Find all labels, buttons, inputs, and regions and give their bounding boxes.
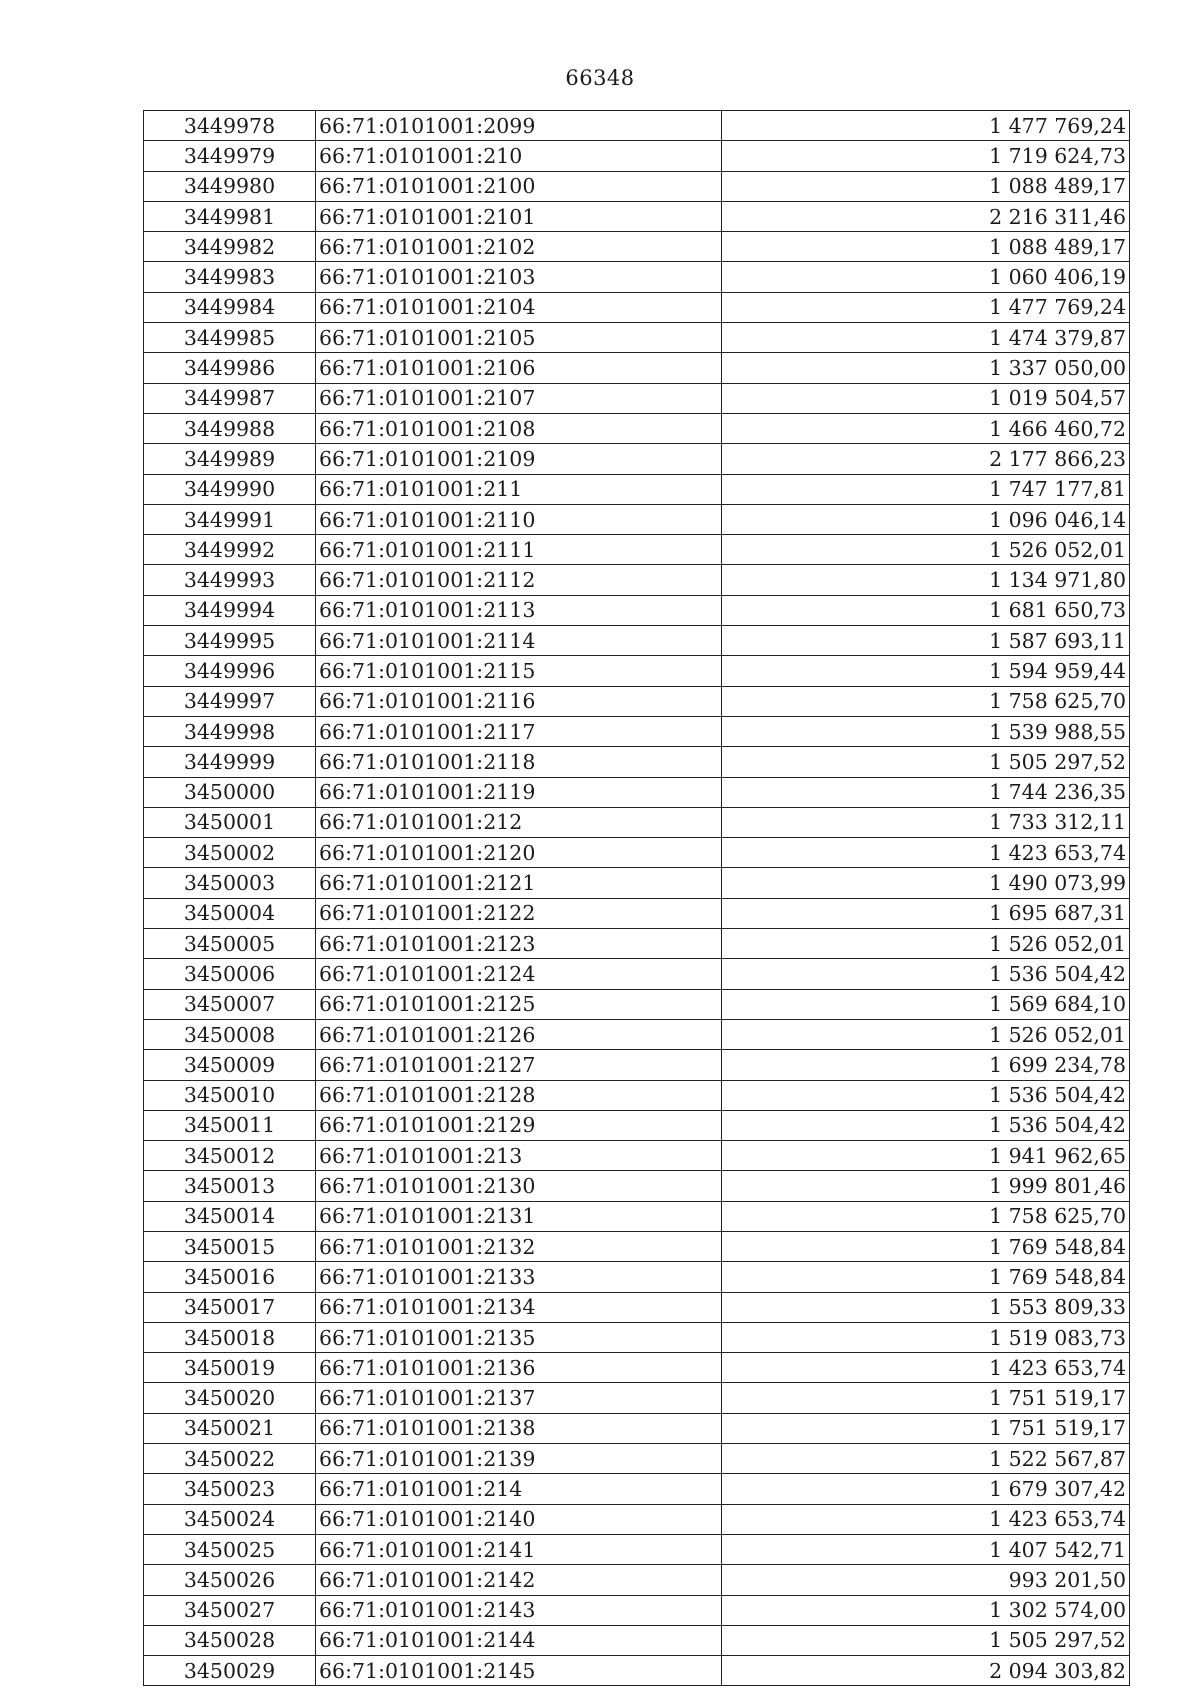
table-row — [144, 1019, 1130, 1049]
table-row — [144, 111, 1130, 141]
cadastral-value-cell: 1 536 504,42 — [722, 1080, 1130, 1110]
cadastral-number-cell: 66:71:0101001:2123 — [316, 929, 722, 959]
cadastral-number-cell: 66:71:0101001:2136 — [316, 1353, 722, 1383]
cadastral-number-cell: 66:71:0101001:2104 — [316, 292, 722, 322]
cadastral-value-cell: 1 423 653,74 — [722, 838, 1130, 868]
cadastral-number-cell: 66:71:0101001:2110 — [316, 504, 722, 534]
cadastral-number-cell: 66:71:0101001:2127 — [316, 1050, 722, 1080]
row-id-cell: 3449993 — [144, 565, 316, 595]
cadastral-number-cell: 66:71:0101001:2125 — [316, 989, 722, 1019]
table-row — [144, 565, 1130, 595]
cadastral-number-cell: 66:71:0101001:2130 — [316, 1171, 722, 1201]
cadastral-number-cell: 66:71:0101001:214 — [316, 1474, 722, 1504]
row-id-cell: 3450012 — [144, 1141, 316, 1171]
cadastral-number-cell: 66:71:0101001:2111 — [316, 535, 722, 565]
table-row — [144, 444, 1130, 474]
row-id-cell: 3450006 — [144, 959, 316, 989]
table-row — [144, 1656, 1130, 1686]
cadastral-value-cell: 2 094 303,82 — [722, 1656, 1130, 1686]
cadastral-value-cell: 1 477 769,24 — [722, 111, 1130, 141]
row-id-cell: 3449996 — [144, 656, 316, 686]
cadastral-value-cell: 1 474 379,87 — [722, 323, 1130, 353]
row-id-cell: 3449990 — [144, 474, 316, 504]
cadastral-number-cell: 66:71:0101001:2140 — [316, 1504, 722, 1534]
cadastral-number-cell: 66:71:0101001:2103 — [316, 262, 722, 292]
cadastral-value-cell: 1 060 406,19 — [722, 262, 1130, 292]
table-row — [144, 1474, 1130, 1504]
table-row — [144, 1110, 1130, 1140]
table-row — [144, 1171, 1130, 1201]
cadastral-value-cell: 2 177 866,23 — [722, 444, 1130, 474]
table-row — [144, 1050, 1130, 1080]
cadastral-value-cell: 1 088 489,17 — [722, 171, 1130, 201]
cadastral-number-cell: 66:71:0101001:2106 — [316, 353, 722, 383]
row-id-cell: 3449980 — [144, 171, 316, 201]
cadastral-number-cell: 66:71:0101001:2105 — [316, 323, 722, 353]
cadastral-number-cell: 66:71:0101001:2132 — [316, 1231, 722, 1261]
cadastral-number-cell: 66:71:0101001:211 — [316, 474, 722, 504]
table-row — [144, 626, 1130, 656]
table-row — [144, 262, 1130, 292]
row-id-cell: 3449997 — [144, 686, 316, 716]
cadastral-value-table — [143, 110, 1130, 1686]
row-id-cell: 3449982 — [144, 232, 316, 262]
table-row — [144, 1201, 1130, 1231]
row-id-cell: 3450005 — [144, 929, 316, 959]
cadastral-number-cell: 66:71:0101001:2107 — [316, 383, 722, 413]
cadastral-number-cell: 66:71:0101001:2115 — [316, 656, 722, 686]
table-row — [144, 1413, 1130, 1443]
row-id-cell: 3449995 — [144, 626, 316, 656]
cadastral-number-cell: 66:71:0101001:2145 — [316, 1656, 722, 1686]
table-row — [144, 1595, 1130, 1625]
cadastral-value-cell: 1 758 625,70 — [722, 686, 1130, 716]
row-id-cell: 3450007 — [144, 989, 316, 1019]
table-row — [144, 1534, 1130, 1564]
table-row — [144, 474, 1130, 504]
row-id-cell: 3450004 — [144, 898, 316, 928]
cadastral-number-cell: 66:71:0101001:2108 — [316, 413, 722, 443]
table-row — [144, 959, 1130, 989]
table-row — [144, 1383, 1130, 1413]
row-id-cell: 3450000 — [144, 777, 316, 807]
table-row — [144, 686, 1130, 716]
cadastral-number-cell: 66:71:0101001:2122 — [316, 898, 722, 928]
cadastral-number-cell: 66:71:0101001:2101 — [316, 201, 722, 231]
row-id-cell: 3450019 — [144, 1353, 316, 1383]
cadastral-number-cell: 66:71:0101001:2113 — [316, 595, 722, 625]
cadastral-value-cell: 1 337 050,00 — [722, 353, 1130, 383]
row-id-cell: 3450028 — [144, 1625, 316, 1655]
table-row — [144, 747, 1130, 777]
table-row — [144, 141, 1130, 171]
table-row — [144, 1625, 1130, 1655]
row-id-cell: 3449992 — [144, 535, 316, 565]
table-row — [144, 323, 1130, 353]
table-row — [144, 1353, 1130, 1383]
row-id-cell: 3450027 — [144, 1595, 316, 1625]
cadastral-number-cell: 66:71:0101001:2109 — [316, 444, 722, 474]
row-id-cell: 3450009 — [144, 1050, 316, 1080]
cadastral-value-cell: 1 019 504,57 — [722, 383, 1130, 413]
cadastral-number-cell: 66:71:0101001:2142 — [316, 1565, 722, 1595]
table-row — [144, 868, 1130, 898]
cadastral-number-cell: 66:71:0101001:2100 — [316, 171, 722, 201]
row-id-cell: 3449979 — [144, 141, 316, 171]
cadastral-number-cell: 66:71:0101001:2141 — [316, 1534, 722, 1564]
row-id-cell: 3450020 — [144, 1383, 316, 1413]
row-id-cell: 3450021 — [144, 1413, 316, 1443]
table-row — [144, 1231, 1130, 1261]
row-id-cell: 3450016 — [144, 1262, 316, 1292]
cadastral-value-cell: 1 569 684,10 — [722, 989, 1130, 1019]
cadastral-value-cell: 1 407 542,71 — [722, 1534, 1130, 1564]
cadastral-value-cell: 1 594 959,44 — [722, 656, 1130, 686]
table-row — [144, 1262, 1130, 1292]
row-id-cell: 3450010 — [144, 1080, 316, 1110]
table-row — [144, 1080, 1130, 1110]
table-row — [144, 171, 1130, 201]
row-id-cell: 3450026 — [144, 1565, 316, 1595]
cadastral-number-cell: 66:71:0101001:2119 — [316, 777, 722, 807]
table-row — [144, 838, 1130, 868]
cadastral-number-cell: 66:71:0101001:2129 — [316, 1110, 722, 1140]
row-id-cell: 3449994 — [144, 595, 316, 625]
row-id-cell: 3450025 — [144, 1534, 316, 1564]
cadastral-value-cell: 1 134 971,80 — [722, 565, 1130, 595]
row-id-cell: 3450014 — [144, 1201, 316, 1231]
cadastral-number-cell: 66:71:0101001:2121 — [316, 868, 722, 898]
cadastral-number-cell: 66:71:0101001:2126 — [316, 1019, 722, 1049]
cadastral-value-cell: 1 522 567,87 — [722, 1444, 1130, 1474]
row-id-cell: 3449998 — [144, 716, 316, 746]
cadastral-value-cell: 1 941 962,65 — [722, 1141, 1130, 1171]
table-row — [144, 989, 1130, 1019]
cadastral-number-cell: 66:71:0101001:2128 — [316, 1080, 722, 1110]
row-id-cell: 3450003 — [144, 868, 316, 898]
cadastral-value-cell: 1 758 625,70 — [722, 1201, 1130, 1231]
cadastral-value-cell: 1 505 297,52 — [722, 1625, 1130, 1655]
cadastral-number-cell: 66:71:0101001:2131 — [316, 1201, 722, 1231]
table-row — [144, 383, 1130, 413]
row-id-cell: 3450001 — [144, 807, 316, 837]
cadastral-number-cell: 66:71:0101001:2118 — [316, 747, 722, 777]
cadastral-value-cell: 1 553 809,33 — [722, 1292, 1130, 1322]
row-id-cell: 3450008 — [144, 1019, 316, 1049]
table-body — [144, 111, 1130, 1686]
page-number: 66348 — [565, 66, 635, 90]
table-row — [144, 1292, 1130, 1322]
row-id-cell: 3450002 — [144, 838, 316, 868]
row-id-cell: 3450022 — [144, 1444, 316, 1474]
cadastral-value-cell: 1 769 548,84 — [722, 1262, 1130, 1292]
table-row — [144, 1565, 1130, 1595]
row-id-cell: 3449989 — [144, 444, 316, 474]
cadastral-number-cell: 66:71:0101001:2114 — [316, 626, 722, 656]
cadastral-number-cell: 66:71:0101001:210 — [316, 141, 722, 171]
row-id-cell: 3450024 — [144, 1504, 316, 1534]
table-row — [144, 656, 1130, 686]
cadastral-value-cell: 1 679 307,42 — [722, 1474, 1130, 1504]
cadastral-value-cell: 1 695 687,31 — [722, 898, 1130, 928]
cadastral-value-cell: 1 769 548,84 — [722, 1231, 1130, 1261]
table-row — [144, 1141, 1130, 1171]
cadastral-value-cell: 1 747 177,81 — [722, 474, 1130, 504]
cadastral-value-cell: 1 423 653,74 — [722, 1504, 1130, 1534]
row-id-cell: 3449987 — [144, 383, 316, 413]
row-id-cell: 3449985 — [144, 323, 316, 353]
table-row — [144, 929, 1130, 959]
row-id-cell: 3449991 — [144, 504, 316, 534]
table-row — [144, 292, 1130, 322]
cadastral-value-cell: 1 751 519,17 — [722, 1383, 1130, 1413]
cadastral-number-cell: 66:71:0101001:2137 — [316, 1383, 722, 1413]
cadastral-number-cell: 66:71:0101001:2134 — [316, 1292, 722, 1322]
table-row — [144, 1504, 1130, 1534]
cadastral-number-cell: 66:71:0101001:2099 — [316, 111, 722, 141]
cadastral-value-cell: 1 539 988,55 — [722, 716, 1130, 746]
cadastral-value-cell: 1 490 073,99 — [722, 868, 1130, 898]
cadastral-value-cell: 1 302 574,00 — [722, 1595, 1130, 1625]
row-id-cell: 3450013 — [144, 1171, 316, 1201]
cadastral-number-cell: 66:71:0101001:212 — [316, 807, 722, 837]
cadastral-value-cell: 1 477 769,24 — [722, 292, 1130, 322]
row-id-cell: 3449981 — [144, 201, 316, 231]
cadastral-number-cell: 66:71:0101001:2133 — [316, 1262, 722, 1292]
cadastral-number-cell: 66:71:0101001:2135 — [316, 1322, 722, 1352]
row-id-cell: 3450029 — [144, 1656, 316, 1686]
table-row — [144, 232, 1130, 262]
cadastral-value-cell: 2 216 311,46 — [722, 201, 1130, 231]
row-id-cell: 3450023 — [144, 1474, 316, 1504]
row-id-cell: 3449988 — [144, 413, 316, 443]
row-id-cell: 3449978 — [144, 111, 316, 141]
row-id-cell: 3450018 — [144, 1322, 316, 1352]
row-id-cell: 3449999 — [144, 747, 316, 777]
cadastral-value-cell: 1 699 234,78 — [722, 1050, 1130, 1080]
table-row — [144, 201, 1130, 231]
cadastral-number-cell: 66:71:0101001:2138 — [316, 1413, 722, 1443]
cadastral-value-cell: 1 733 312,11 — [722, 807, 1130, 837]
cadastral-number-cell: 66:71:0101001:2120 — [316, 838, 722, 868]
row-id-cell: 3450015 — [144, 1231, 316, 1261]
table-row — [144, 807, 1130, 837]
cadastral-value-cell: 1 751 519,17 — [722, 1413, 1130, 1443]
cadastral-value-cell: 1 526 052,01 — [722, 1019, 1130, 1049]
row-id-cell: 3450017 — [144, 1292, 316, 1322]
table-row — [144, 413, 1130, 443]
cadastral-value-cell: 1 719 624,73 — [722, 141, 1130, 171]
cadastral-number-cell: 66:71:0101001:213 — [316, 1141, 722, 1171]
cadastral-value-cell: 1 096 046,14 — [722, 504, 1130, 534]
cadastral-value-cell: 1 505 297,52 — [722, 747, 1130, 777]
cadastral-value-cell: 1 088 489,17 — [722, 232, 1130, 262]
cadastral-value-cell: 993 201,50 — [722, 1565, 1130, 1595]
cadastral-value-cell: 1 423 653,74 — [722, 1353, 1130, 1383]
cadastral-value-cell: 1 466 460,72 — [722, 413, 1130, 443]
table-row — [144, 504, 1130, 534]
row-id-cell: 3449986 — [144, 353, 316, 383]
cadastral-number-cell: 66:71:0101001:2102 — [316, 232, 722, 262]
table-row — [144, 535, 1130, 565]
cadastral-number-cell: 66:71:0101001:2143 — [316, 1595, 722, 1625]
table-row — [144, 716, 1130, 746]
table-row — [144, 353, 1130, 383]
table-row — [144, 898, 1130, 928]
table-row — [144, 1322, 1130, 1352]
cadastral-value-cell: 1 744 236,35 — [722, 777, 1130, 807]
cadastral-number-cell: 66:71:0101001:2139 — [316, 1444, 722, 1474]
cadastral-value-cell: 1 536 504,42 — [722, 959, 1130, 989]
cadastral-number-cell: 66:71:0101001:2144 — [316, 1625, 722, 1655]
cadastral-value-cell: 1 526 052,01 — [722, 929, 1130, 959]
row-id-cell: 3450011 — [144, 1110, 316, 1140]
row-id-cell: 3449984 — [144, 292, 316, 322]
cadastral-number-cell: 66:71:0101001:2124 — [316, 959, 722, 989]
cadastral-value-cell: 1 526 052,01 — [722, 535, 1130, 565]
table-row — [144, 595, 1130, 625]
cadastral-number-cell: 66:71:0101001:2117 — [316, 716, 722, 746]
cadastral-value-cell: 1 519 083,73 — [722, 1322, 1130, 1352]
cadastral-value-cell: 1 587 693,11 — [722, 626, 1130, 656]
cadastral-value-cell: 1 681 650,73 — [722, 595, 1130, 625]
cadastral-number-cell: 66:71:0101001:2112 — [316, 565, 722, 595]
row-id-cell: 3449983 — [144, 262, 316, 292]
cadastral-number-cell: 66:71:0101001:2116 — [316, 686, 722, 716]
cadastral-value-cell: 1 999 801,46 — [722, 1171, 1130, 1201]
table-row — [144, 777, 1130, 807]
cadastral-value-cell: 1 536 504,42 — [722, 1110, 1130, 1140]
table-row — [144, 1444, 1130, 1474]
